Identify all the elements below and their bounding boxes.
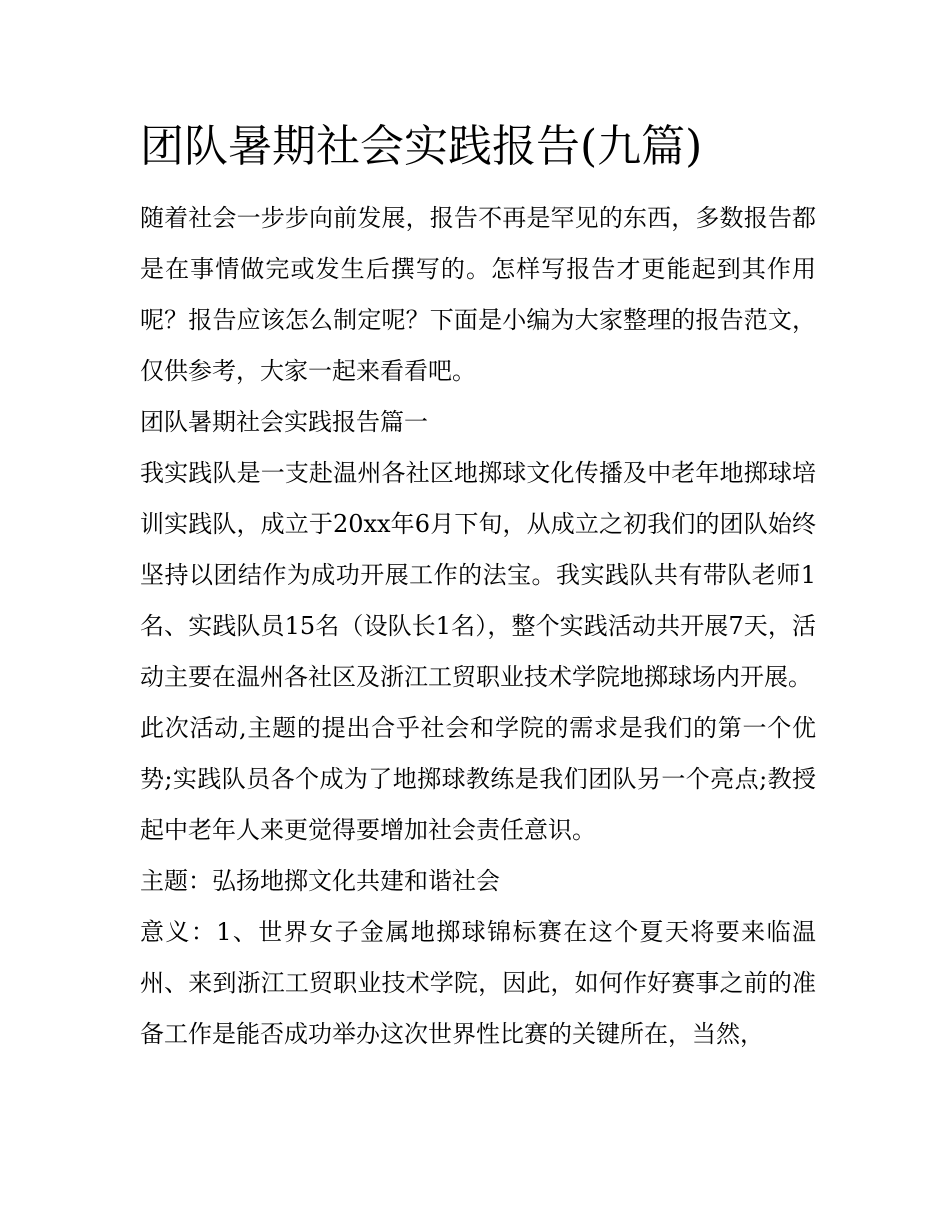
document-body [140, 118, 816, 1060]
theme-paragraph: 主题：弘扬地掷文化共建和谐社会 [140, 867, 500, 895]
advantages-paragraph: 此次活动,主题的提出合乎社会和学院的需求是我们的第一个优势;实践队员各个成为了地掷球教练是我们团队另一个亮点;教授起中老年人来更觉得要增加社会责任意识。 [140, 714, 816, 844]
intro-paragraph: 随着社会一步步向前发展，报告不再是罕见的东西，多数报告都是在事情做完或发生后撰写的。怎样写报告才更能起到其作用呢？报告应该怎么制定呢？下面是小编为大家整理的报告范文，仅供参考，大家一起来看看吧。 [140, 204, 816, 385]
team-intro-paragraph: 我实践队是一支赴温州各社区地掷球文化传播及中老年地掷球培训实践队，成立于20xx年6月下旬，从成立之初我们的团队始终坚持以团结作为成功开展工作的法宝。我实践队共有带队老师1名、实践队员15名（设队长1名），整个实践活动共开展7天，活动主要在温州各社区及浙江工贸职业技术学院地掷球场内开展。 [140, 459, 816, 691]
document-title: 团队暑期社会实践报告(九篇) [140, 121, 703, 172]
section-heading: 团队暑期社会实践报告篇一 [140, 408, 428, 436]
significance-paragraph: 意义：1、世界女子金属地掷球锦标赛在这个夏天将要来临温州、来到浙江工贸职业技术学院，因此，如何作好赛事之前的准备工作是能否成功举办这次世界性比赛的关键所在，当然， [140, 918, 816, 1048]
